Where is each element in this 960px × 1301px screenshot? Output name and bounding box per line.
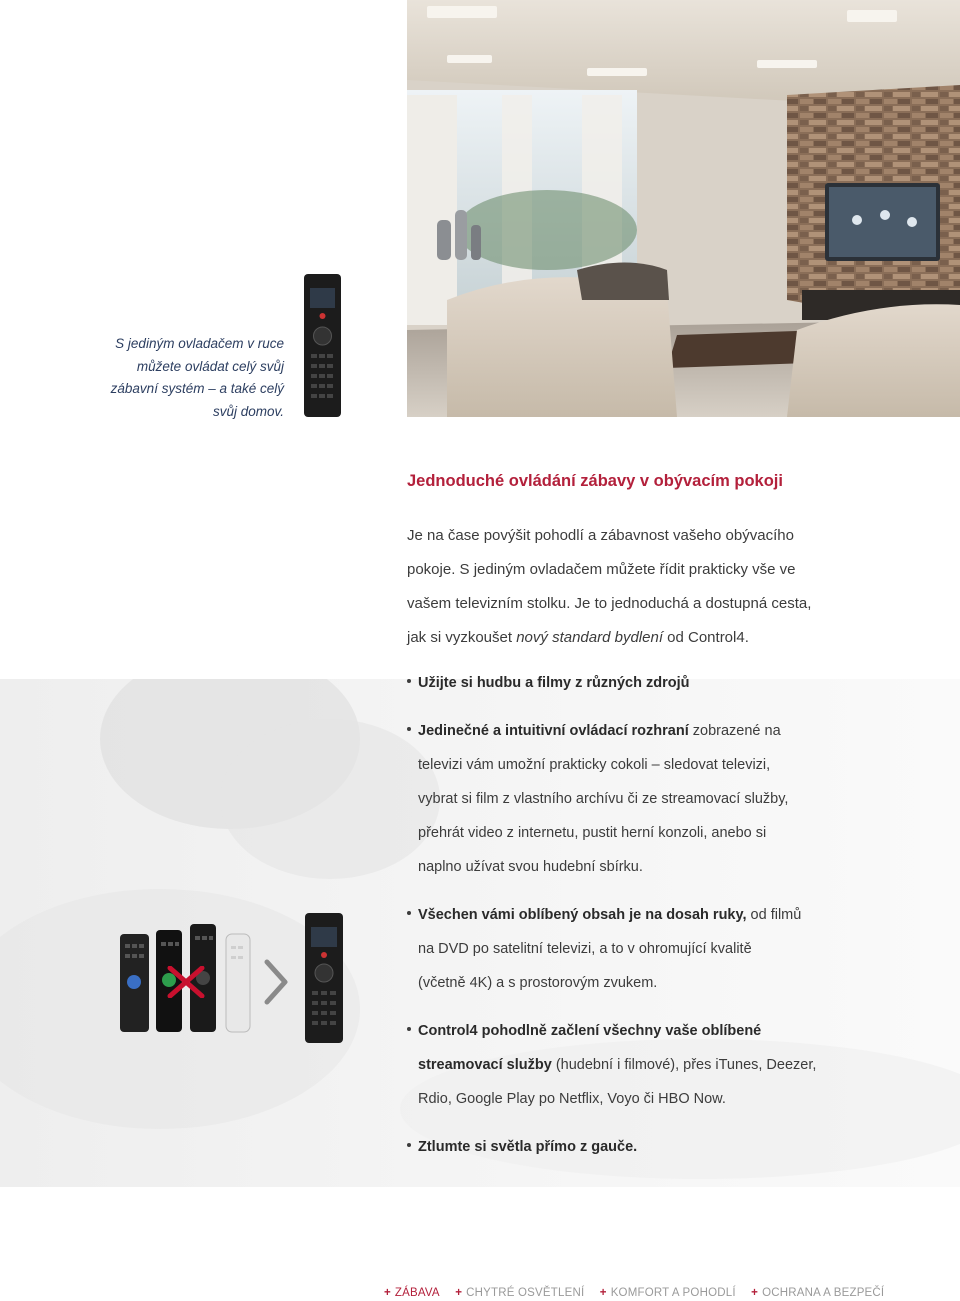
feature-item — [407, 666, 927, 700]
intro-text: od Control4. — [662, 629, 749, 646]
caption-line: svůj domov. — [212, 403, 284, 419]
plus-icon: + — [384, 1287, 391, 1299]
caption-line: zábavní systém – a také celý — [110, 381, 284, 396]
footer-item-ochrana-a-bezpeci[interactable] — [751, 1287, 884, 1299]
intro-line: vašem televizním stolku. Je to jednoduchá a dostupná cesta, — [407, 595, 812, 612]
feature-item — [407, 1014, 927, 1116]
feature-text: Rdio, Google Play po Netflix, Voyo či HBO Now. — [418, 1091, 726, 1107]
footer-item-label: ZÁBAVA — [394, 1287, 440, 1299]
feature-bold: Ztlumte si světla přímo z gauče. — [418, 1139, 638, 1155]
plus-icon: + — [751, 1287, 759, 1299]
plus-icon: + — [599, 1287, 607, 1299]
feature-item — [407, 714, 927, 884]
feature-bold: Control4 pohodlně začlení všechny vaše oblíbené — [418, 1023, 762, 1039]
footer-item-label: KOMFORT A POHODLÍ — [610, 1287, 736, 1299]
chevron-right-icon — [261, 958, 291, 1006]
footer-item-chytre-osvetleni[interactable] — [455, 1287, 584, 1299]
footer-item-komfort-a-pohodli[interactable] — [600, 1287, 736, 1299]
feature-text: zobrazené na — [688, 723, 781, 739]
feature-item — [407, 1130, 927, 1164]
feature-text: naplno užívat svou hudební sbírku. — [418, 859, 643, 875]
feature-bold: Jedinečné a intuitivní ovládací rozhraní — [418, 723, 689, 739]
feature-text: od filmů — [746, 907, 802, 923]
feature-text: (včetně 4K) a s prostorovým zvukem. — [418, 975, 658, 991]
caption-line: můžete ovládat celý svůj — [136, 358, 284, 374]
feature-text: na DVD po satelitní televizi, a to v ohromující kvalitě — [418, 941, 752, 957]
footer-nav — [384, 1287, 896, 1299]
feature-bold: Užijte si hudbu a filmy z různých zdrojů — [418, 675, 690, 691]
footer-item-zabava[interactable] — [384, 1287, 440, 1299]
remote-control-image — [304, 274, 341, 417]
section-heading: Jednoduché ovládání zábavy v obývacím pokoji — [407, 472, 783, 490]
feature-text: televizi vám umožní prakticky cokoli – sledovat televizi, — [418, 757, 771, 773]
footer-item-label: CHYTRÉ OSVĚTLENÍ — [466, 1287, 585, 1299]
living-room-photo — [407, 0, 960, 417]
intro-line: pokoje. S jediným ovladačem můžete řídit prakticky vše ve — [407, 561, 796, 578]
feature-bold: streamovací služby — [418, 1057, 552, 1073]
control4-remote-image — [305, 913, 343, 1043]
feature-item — [407, 898, 927, 1000]
feature-text: přehrát video z internetu, pustit herní konzoli, anebo si — [418, 825, 767, 841]
feature-list — [407, 666, 927, 1164]
cross-icon — [166, 966, 206, 998]
footer-item-label: OCHRANA A BEZPEČÍ — [762, 1287, 885, 1299]
intro-line — [407, 621, 877, 655]
intro-paragraph — [407, 519, 877, 655]
feature-bold: Všechen vámi oblíbený obsah je na dosah ruky, — [418, 907, 747, 923]
feature-text: vybrat si film z vlastního archívu či ze streamovací služby, — [418, 791, 789, 807]
caption-line: S jediným ovladačem v ruce — [115, 336, 284, 351]
feature-text: (hudební i filmové), přes iTunes, Deezer, — [551, 1057, 817, 1073]
photo-caption — [92, 333, 284, 423]
plus-icon: + — [455, 1287, 463, 1299]
intro-text: jak si vyzkoušet — [407, 629, 517, 646]
intro-emphasis: nový standard bydlení — [516, 629, 663, 646]
intro-line: Je na čase povýšit pohodlí a zábavnost vašeho obývacího — [407, 527, 794, 544]
